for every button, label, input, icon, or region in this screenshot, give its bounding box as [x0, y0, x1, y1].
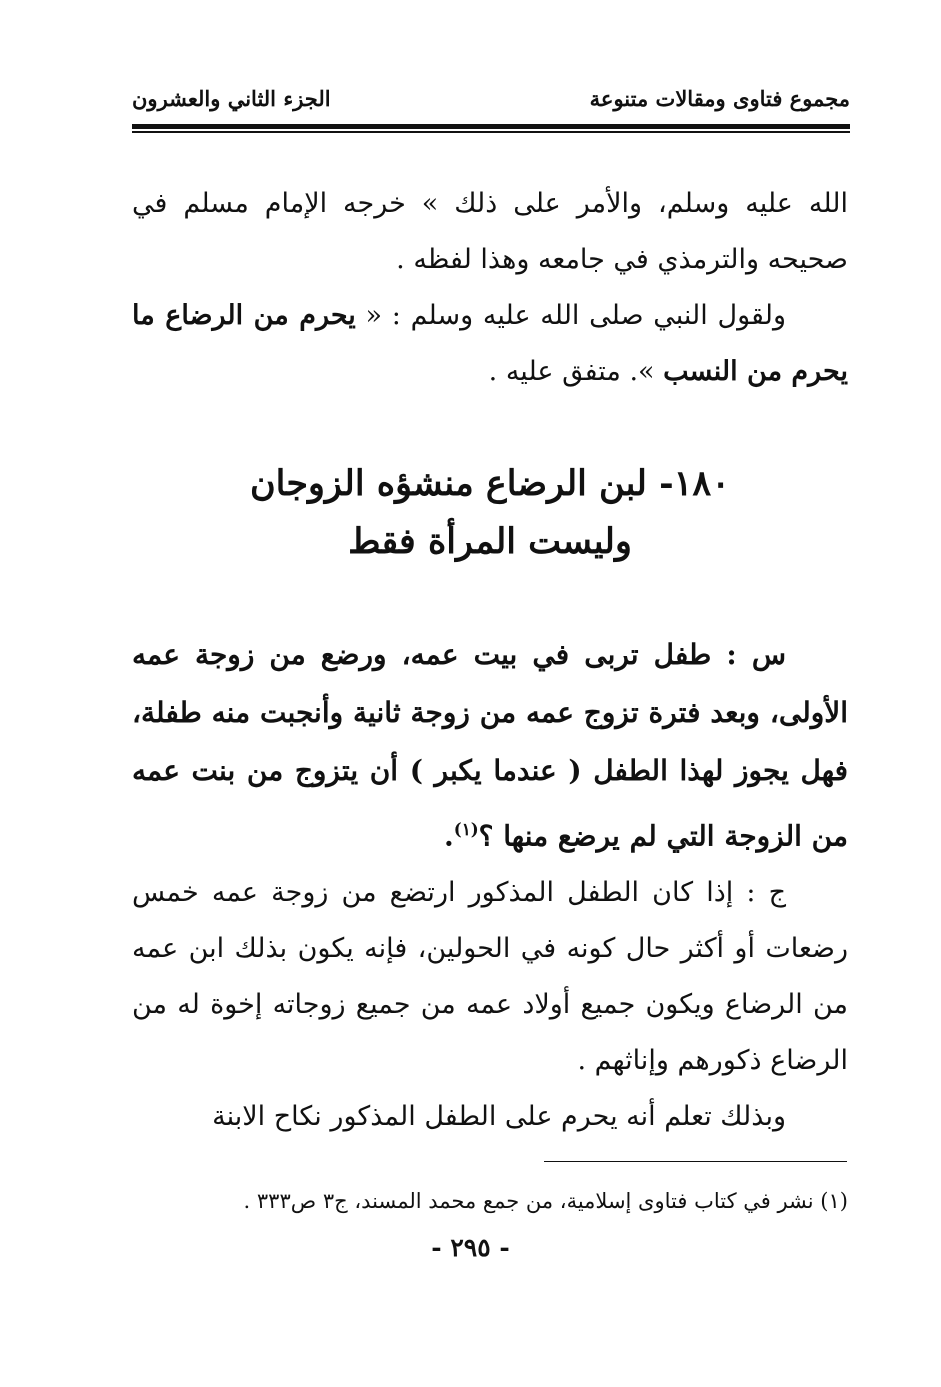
question-block [132, 626, 848, 865]
answer-paragraph-1: ج : إذا كان الطفل المذكور ارتضع من زوجة عمه خمس رضعات أو أكثر حال كونه في الحولين، فإنه يكون بذلك ابن عمه من الرضاع ويكون جميع أولاد عمه من جميع زوجاته إخوة له من الرضاع ذكورهم وإناثهم . [132, 877, 848, 1076]
book-title: مجموع فتاوى ومقالات متنوعة [589, 86, 850, 111]
answer-block [132, 865, 848, 1145]
footnote-separator [544, 1161, 847, 1162]
header-rule-thick [132, 124, 850, 129]
footnote: (١) نشر في كتاب فتاوى إسلامية، من جمع محمد المسند، ج٣ ص٣٣٣ . [243, 1189, 848, 1213]
question-end: . [443, 819, 454, 853]
question-paragraph [132, 626, 848, 865]
question-text: س : طفل تربى في بيت عمه، ورضع من زوجة عمه الأولى، وبعد فترة تزوج عمه من زوجة ثانية وأنجبت منه طفلة، فهل يجوز لهذا الطفل ( عندما يكبر ) أن يتزوج من بنت عمه من الزوجة التي لم يرضع منها ؟ [132, 638, 848, 853]
intro-block [132, 176, 848, 400]
running-header [132, 86, 850, 122]
volume-label: الجزء الثاني والعشرون [132, 86, 331, 111]
section-title-line-2: وليست المرأة فقط [348, 521, 632, 562]
intro-paragraph-2 [132, 288, 848, 400]
answer-paragraph-2: وبذلك تعلم أنه يحرم على الطفل المذكور نكاح الابنة [212, 1101, 786, 1132]
intro-paragraph-1: الله عليه وسلم، والأمر على ذلك » خرجه الإمام مسلم في صحيحه والترمذي في جامعه وهذا لفظه . [132, 188, 848, 275]
hadith-suffix: ». متفق عليه . [488, 356, 655, 387]
header-rule-thin [132, 131, 850, 133]
footnote-reference: (١) [453, 819, 479, 839]
hadith-prefix: ولقول النبي صلى الله عليه وسلم : « [365, 300, 786, 331]
hadith-text: يحرم من الرضاع ما يحرم من النسب [132, 300, 848, 387]
section-title [132, 455, 848, 571]
page-number: - ٢٩٥ - [431, 1233, 510, 1262]
section-title-line-1: ١٨٠- لبن الرضاع منشؤه الزوجان [249, 463, 731, 504]
